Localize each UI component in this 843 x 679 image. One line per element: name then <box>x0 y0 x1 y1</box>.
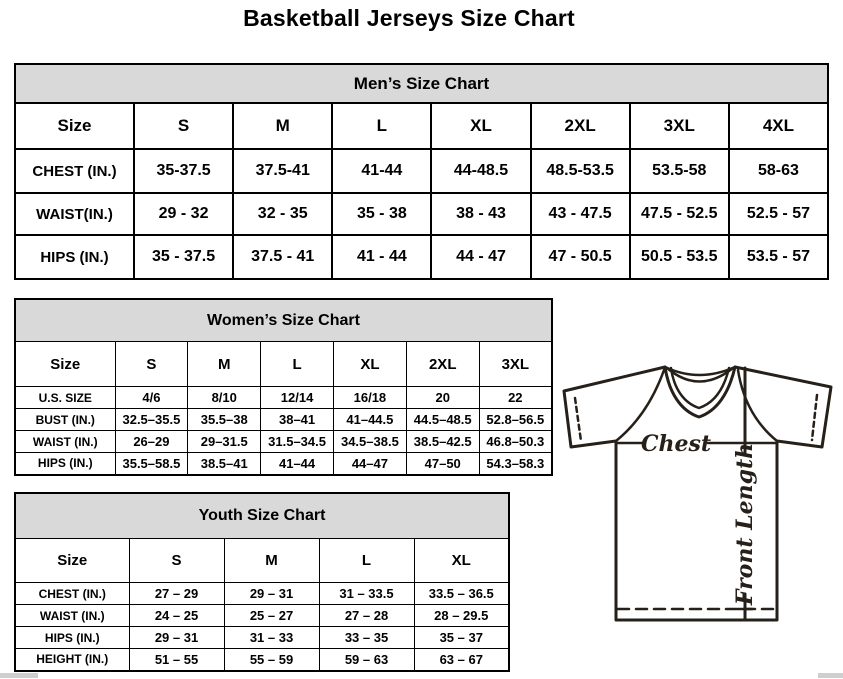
table-row <box>15 453 552 475</box>
youth-chart-title: Youth Size Chart <box>15 493 509 539</box>
row-label: U.S. SIZE <box>15 387 115 409</box>
table-cell: 29 – 31 <box>129 627 224 649</box>
table-cell: 38.5–42.5 <box>406 431 479 453</box>
table-cell: 38–41 <box>261 409 334 431</box>
table-cell: 52.5 - 57 <box>729 193 828 235</box>
table-row <box>15 387 552 409</box>
column-header: S <box>134 103 233 149</box>
table-row <box>15 539 509 583</box>
table-cell: 55 – 59 <box>224 649 319 671</box>
table-cell: 41-44 <box>332 149 431 193</box>
table-cell: 37.5 - 41 <box>233 235 332 279</box>
row-label: HIPS (IN.) <box>15 627 129 649</box>
column-header: 3XL <box>630 103 729 149</box>
table-cell: 25 – 27 <box>224 605 319 627</box>
jersey-outline <box>564 367 831 620</box>
column-header: Size <box>15 539 129 583</box>
row-label: CHEST (IN.) <box>15 583 129 605</box>
table-cell: 35 - 37.5 <box>134 235 233 279</box>
table-cell: 37.5-41 <box>233 149 332 193</box>
jersey-diagram <box>555 353 843 643</box>
column-header: XL <box>333 342 406 387</box>
table-row <box>15 583 509 605</box>
table-cell: 33 – 35 <box>319 627 414 649</box>
row-label: HIPS (IN.) <box>15 235 134 279</box>
table-cell: 53.5-58 <box>630 149 729 193</box>
table-cell: 35-37.5 <box>134 149 233 193</box>
table-cell: 44–47 <box>333 453 406 475</box>
table-cell: 53.5 - 57 <box>729 235 828 279</box>
row-label: CHEST (IN.) <box>15 149 134 193</box>
table-cell: 41 - 44 <box>332 235 431 279</box>
table-cell: 54.3–58.3 <box>479 453 552 475</box>
table-cell: 47–50 <box>406 453 479 475</box>
column-header: 2XL <box>406 342 479 387</box>
right-cuff-dashed-line <box>812 395 817 440</box>
table-cell: 50.5 - 53.5 <box>630 235 729 279</box>
column-header: L <box>332 103 431 149</box>
table-cell: 27 – 29 <box>129 583 224 605</box>
column-header: XL <box>431 103 530 149</box>
row-label: WAIST (IN.) <box>15 605 129 627</box>
table-cell: 8/10 <box>188 387 261 409</box>
table-row <box>15 149 828 193</box>
column-header: L <box>319 539 414 583</box>
table-cell: 35 – 37 <box>414 627 509 649</box>
column-header: S <box>115 342 188 387</box>
table-cell: 33.5 – 36.5 <box>414 583 509 605</box>
table-cell: 47 - 50.5 <box>531 235 630 279</box>
front-length-label: Front Length <box>732 442 758 606</box>
table-cell: 24 – 25 <box>129 605 224 627</box>
table-cell: 48.5-53.5 <box>531 149 630 193</box>
table-row <box>15 235 828 279</box>
table-row <box>15 627 509 649</box>
row-label: HEIGHT (IN.) <box>15 649 129 671</box>
column-header: Size <box>15 103 134 149</box>
column-header: S <box>129 539 224 583</box>
scrollbar-fragment-left[interactable] <box>0 673 38 678</box>
page-title: Basketball Jerseys Size Chart <box>243 5 575 31</box>
row-label: BUST (IN.) <box>15 409 115 431</box>
column-header: 3XL <box>479 342 552 387</box>
table-cell: 29–31.5 <box>188 431 261 453</box>
column-header: XL <box>414 539 509 583</box>
table-cell: 16/18 <box>333 387 406 409</box>
table-cell: 31 – 33.5 <box>319 583 414 605</box>
table-cell: 35.5–58.5 <box>115 453 188 475</box>
row-label: HIPS (IN.) <box>15 453 115 475</box>
table-cell: 20 <box>406 387 479 409</box>
table-row <box>15 193 828 235</box>
row-label: WAIST(IN.) <box>15 193 134 235</box>
column-header: Size <box>15 342 115 387</box>
table-row <box>15 299 552 342</box>
table-cell: 28 – 29.5 <box>414 605 509 627</box>
table-cell: 41–44.5 <box>333 409 406 431</box>
table-cell: 27 – 28 <box>319 605 414 627</box>
table-cell: 41–44 <box>261 453 334 475</box>
table-row <box>15 409 552 431</box>
table-row <box>15 64 828 103</box>
column-header: L <box>261 342 334 387</box>
table-cell: 63 – 67 <box>414 649 509 671</box>
table-row <box>15 103 828 149</box>
table-cell: 22 <box>479 387 552 409</box>
table-cell: 52.8–56.5 <box>479 409 552 431</box>
mens-size-chart-table <box>14 63 829 280</box>
table-cell: 32 - 35 <box>233 193 332 235</box>
chest-label: Chest <box>640 431 712 457</box>
table-row <box>15 649 509 671</box>
youth-size-chart-table <box>14 492 510 672</box>
column-header: 2XL <box>531 103 630 149</box>
scrollbar-fragment-right[interactable] <box>818 673 843 678</box>
table-cell: 31.5–34.5 <box>261 431 334 453</box>
column-header: M <box>188 342 261 387</box>
table-row <box>15 605 509 627</box>
table-cell: 32.5–35.5 <box>115 409 188 431</box>
table-cell: 43 - 47.5 <box>531 193 630 235</box>
table-cell: 58-63 <box>729 149 828 193</box>
table-cell: 51 – 55 <box>129 649 224 671</box>
mens-chart-title: Men’s Size Chart <box>15 64 828 103</box>
table-cell: 29 – 31 <box>224 583 319 605</box>
table-cell: 34.5–38.5 <box>333 431 406 453</box>
table-cell: 26–29 <box>115 431 188 453</box>
table-cell: 38 - 43 <box>431 193 530 235</box>
column-header: M <box>233 103 332 149</box>
row-label: WAIST (IN.) <box>15 431 115 453</box>
table-cell: 29 - 32 <box>134 193 233 235</box>
table-cell: 38.5–41 <box>188 453 261 475</box>
left-cuff-dashed-line <box>575 398 581 441</box>
table-cell: 44.5–48.5 <box>406 409 479 431</box>
table-cell: 35 - 38 <box>332 193 431 235</box>
table-cell: 12/14 <box>261 387 334 409</box>
table-cell: 47.5 - 52.5 <box>630 193 729 235</box>
column-header: 4XL <box>729 103 828 149</box>
column-header: M <box>224 539 319 583</box>
table-cell: 59 – 63 <box>319 649 414 671</box>
table-cell: 44 - 47 <box>431 235 530 279</box>
table-cell: 4/6 <box>115 387 188 409</box>
table-cell: 46.8–50.3 <box>479 431 552 453</box>
table-cell: 31 – 33 <box>224 627 319 649</box>
table-row <box>15 342 552 387</box>
table-row <box>15 493 509 539</box>
womens-chart-title: Women’s Size Chart <box>15 299 552 342</box>
table-cell: 44-48.5 <box>431 149 530 193</box>
table-row <box>15 431 552 453</box>
table-cell: 35.5–38 <box>188 409 261 431</box>
womens-size-chart-table <box>14 298 553 476</box>
